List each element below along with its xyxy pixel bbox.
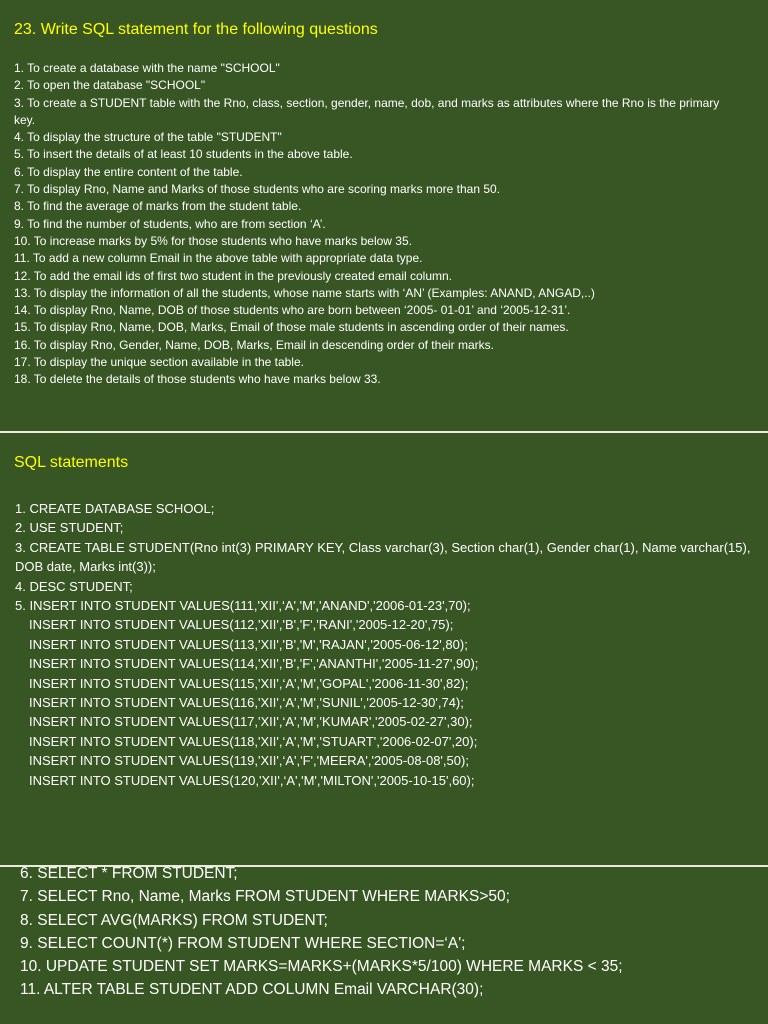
sql-statement-list-continued (20, 862, 760, 1002)
question-item: 9. To find the number of students, who are from section ‘A’. (14, 216, 326, 231)
sql-statement: 10. UPDATE STUDENT SET MARKS=MARKS+(MARKS*5/100) WHERE MARKS < 35; (20, 958, 623, 976)
insert-statement: INSERT INTO STUDENT VALUES(114,'XII','B','F','ANANTHI','2005-11-27',90); (29, 656, 479, 672)
question-item: 2. To open the database "SCHOOL" (14, 78, 206, 93)
sql-statement: 2. USE STUDENT; (15, 520, 124, 536)
insert-statement: INSERT INTO STUDENT VALUES(112,'XII','B','F','RANI','2005-12-20',75); (29, 617, 454, 633)
question-item: 3. To create a STUDENT table with the Rno, class, section, gender, name, dob, and marks as attributes where the Rno is the primary key. (14, 95, 720, 127)
insert-statement: INSERT INTO STUDENT VALUES(117,'XII',‘A','M','KUMAR','2005-02-27',30); (29, 714, 473, 730)
slide-sql-statements-continued (0, 867, 768, 1024)
insert-statement: INSERT INTO STUDENT VALUES(118,'XII',‘A','M','STUART','2006-02-07',20); (29, 733, 478, 749)
questions-heading: 23. Write SQL statement for the following questions (14, 21, 378, 38)
question-item: 16. To display Rno, Gender, Name, DOB, Marks, Email in descending order of their marks. (14, 337, 494, 352)
question-item: 14. To display Rno, Name, DOB of those students who are born between ‘2005- 01-01’ and ‘2005-12-31’. (14, 303, 571, 318)
sql-statement: 6. SELECT * FROM STUDENT; (20, 865, 238, 882)
question-item: 1. To create a database with the name "SCHOOL" (14, 61, 280, 75)
question-item: 12. To add the email ids of first two student in the previously created email column. (14, 268, 453, 283)
sql-statement: 5. INSERT INTO STUDENT VALUES(111,'XII',‘A','M','ANAND','2006-01-23',70); (15, 598, 471, 614)
slide-sql-statements (0, 433, 768, 865)
sql-statement: 1. CREATE DATABASE SCHOOL; (15, 501, 215, 516)
question-item: 4. To display the structure of the table "STUDENT" (14, 130, 282, 145)
question-list (14, 60, 734, 389)
insert-statement: INSERT INTO STUDENT VALUES(120,'XII',‘A','M','MILTON','2005-10-15',60); (29, 772, 475, 788)
sql-statement-list (15, 499, 755, 790)
question-item: 11. To add a new column Email in the above table with appropriate data type. (14, 251, 423, 266)
sql-heading: SQL statements (14, 454, 129, 471)
question-item: 8. To find the average of marks from the student table. (14, 199, 302, 214)
question-item: 10. To increase marks by 5% for those students who have marks below 35. (14, 233, 412, 248)
sql-statement: 3. CREATE TABLE STUDENT(Rno int(3) PRIMARY KEY, Class varchar(3), Section char(1), Gender char(1), Name varchar(15), DOB date, Marks int(3)); (15, 539, 751, 575)
sql-statement: 11. ALTER TABLE STUDENT ADD COLUMN Email VARCHAR(30); (20, 981, 484, 999)
slide-questions (0, 0, 768, 431)
question-item: 5. To insert the details of at least 10 students in the above table. (14, 147, 353, 162)
question-item: 17. To display the unique section available in the table. (14, 355, 304, 370)
insert-statement: INSERT INTO STUDENT VALUES(115,'XII',‘A','M','GOPAL','2006-11-30',82); (29, 675, 469, 691)
insert-statement: INSERT INTO STUDENT VALUES(119,'XII',‘A','F','MEERA','2005-08-08',50); (29, 753, 469, 769)
question-item: 7. To display Rno, Name and Marks of those students who are scoring marks more than 50. (14, 182, 501, 197)
question-item: 6. To display the entire content of the table. (14, 164, 243, 179)
question-item: 13. To display the information of all the students, whose name starts with ‘AN’ (Examples: ANAND, ANGAD,..) (14, 285, 595, 300)
sql-statement: 8. SELECT AVG(MARKS) FROM STUDENT; (20, 911, 328, 929)
sql-statement: 9. SELECT COUNT(*) FROM STUDENT WHERE SECTION=‘A'; (20, 934, 466, 952)
question-item: 18. To delete the details of those students who have marks below 33. (14, 372, 381, 387)
sql-statement: 4. DESC STUDENT; (15, 578, 133, 594)
insert-statement: INSERT INTO STUDENT VALUES(113,'XII','B','M','RAJAN','2005-06-12',80); (29, 636, 468, 652)
insert-statement: INSERT INTO STUDENT VALUES(116,'XII',‘A','M','SUNIL','2005-12-30',74); (29, 695, 464, 711)
question-item: 15. To display Rno, Name, DOB, Marks, Email of those male students in ascending order of their names. (14, 320, 569, 335)
sql-statement: 7. SELECT Rno, Name, Marks FROM STUDENT WHERE MARKS>50; (20, 888, 510, 906)
